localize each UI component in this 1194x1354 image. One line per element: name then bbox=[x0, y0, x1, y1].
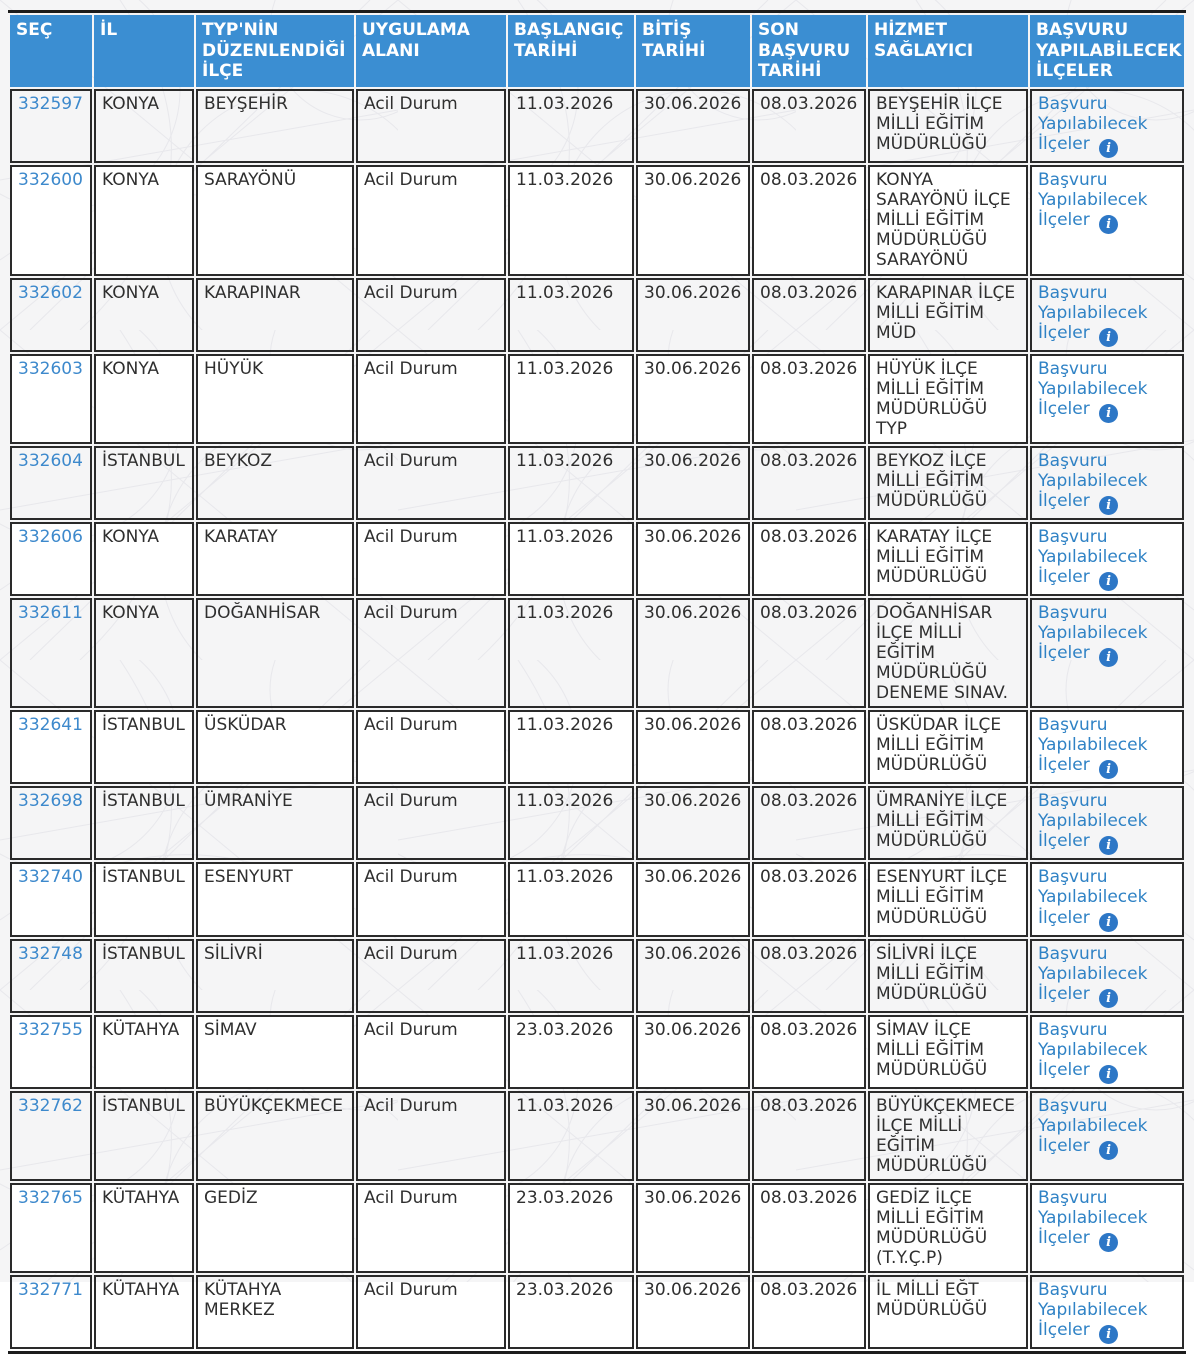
son-basvuru-tarihi-cell: 08.03.2026 bbox=[752, 354, 866, 444]
uygulama-alani-cell: Acil Durum bbox=[356, 710, 506, 784]
son-basvuru-tarihi-cell: 08.03.2026 bbox=[752, 710, 866, 784]
son-basvuru-tarihi-cell: 08.03.2026 bbox=[752, 862, 866, 936]
uygulama-alani-cell: Acil Durum bbox=[356, 786, 506, 860]
basvuru-ilceler-cell bbox=[1030, 522, 1184, 596]
baslangic-tarihi-cell: 11.03.2026 bbox=[508, 939, 634, 1013]
basvuru-ilceler-cell bbox=[1030, 446, 1184, 520]
table-row bbox=[10, 89, 1184, 163]
hizmet-saglayici-cell: KARAPINAR İLÇE MİLLİ EĞİTİM MÜD bbox=[868, 278, 1028, 352]
baslangic-tarihi-cell: 23.03.2026 bbox=[508, 1015, 634, 1089]
son-basvuru-tarihi-cell: 08.03.2026 bbox=[752, 939, 866, 1013]
bitis-tarihi-cell: 30.06.2026 bbox=[636, 1275, 750, 1349]
info-icon: i bbox=[1099, 1065, 1118, 1084]
il-cell: KONYA bbox=[94, 598, 194, 708]
basvuru-ilceler-link-label: Başvuru Yapılabilecek İlçeler bbox=[1038, 526, 1148, 587]
uygulama-alani-cell: Acil Durum bbox=[356, 446, 506, 520]
info-icon: i bbox=[1099, 989, 1118, 1008]
uygulama-alani-cell: Acil Durum bbox=[356, 1091, 506, 1181]
table-row bbox=[10, 446, 1184, 520]
il-cell: KONYA bbox=[94, 354, 194, 444]
sec-link[interactable]: 332604 bbox=[18, 450, 83, 471]
hizmet-saglayici-cell: ÜSKÜDAR İLÇE MİLLİ EĞİTİM MÜDÜRLÜĞÜ bbox=[868, 710, 1028, 784]
col-header-bitis-tarihi: BİTİŞ TARİHİ bbox=[636, 15, 750, 87]
sec-link[interactable]: 332611 bbox=[18, 603, 83, 623]
bitis-tarihi-cell: 30.06.2026 bbox=[636, 278, 750, 352]
sec-cell bbox=[10, 786, 92, 860]
ilce-cell: KÜTAHYA MERKEZ bbox=[196, 1275, 354, 1349]
sec-link[interactable]: 332748 bbox=[18, 943, 83, 964]
uygulama-alani-cell: Acil Durum bbox=[356, 1275, 506, 1349]
son-basvuru-tarihi-cell: 08.03.2026 bbox=[752, 446, 866, 520]
uygulama-alani-cell: Acil Durum bbox=[356, 1015, 506, 1089]
sec-cell bbox=[10, 89, 92, 163]
bitis-tarihi-cell: 30.06.2026 bbox=[636, 862, 750, 936]
ilce-cell: ÜSKÜDAR bbox=[196, 710, 354, 784]
ilce-cell: KARAPINAR bbox=[196, 278, 354, 352]
baslangic-tarihi-cell: 11.03.2026 bbox=[508, 862, 634, 936]
basvuru-ilceler-cell bbox=[1030, 165, 1184, 275]
bitis-tarihi-cell: 30.06.2026 bbox=[636, 522, 750, 596]
il-cell: KÜTAHYA bbox=[94, 1183, 194, 1273]
table-row bbox=[10, 165, 1184, 275]
info-icon: i bbox=[1099, 913, 1118, 932]
basvuru-ilceler-link[interactable] bbox=[1038, 527, 1147, 587]
uygulama-alani-cell: Acil Durum bbox=[356, 278, 506, 352]
basvuru-ilceler-link[interactable] bbox=[1038, 791, 1148, 854]
basvuru-ilceler-link-label: Başvuru Yapılabilecek İlçeler bbox=[1038, 450, 1148, 511]
bitis-tarihi-cell: 30.06.2026 bbox=[636, 598, 750, 708]
sec-cell bbox=[10, 862, 92, 936]
hizmet-saglayici-cell: SİMAV İLÇE MİLLİ EĞİTİM MÜDÜRLÜĞÜ bbox=[868, 1015, 1028, 1089]
sec-cell bbox=[10, 1015, 92, 1089]
info-icon: i bbox=[1099, 496, 1118, 515]
info-icon: i bbox=[1099, 1325, 1118, 1344]
basvuru-ilceler-link[interactable] bbox=[1038, 359, 1147, 419]
ilce-cell: BEYŞEHİR bbox=[196, 89, 354, 163]
uygulama-alani-cell: Acil Durum bbox=[356, 89, 506, 163]
il-cell: İSTANBUL bbox=[94, 862, 194, 936]
il-cell: KONYA bbox=[94, 89, 194, 163]
basvuru-ilceler-link-label: Başvuru Yapılabilecek İlçeler bbox=[1038, 867, 1148, 928]
table-row bbox=[10, 1275, 1184, 1349]
header-row bbox=[10, 15, 1184, 87]
sec-link[interactable]: 332765 bbox=[18, 1187, 83, 1208]
ilce-cell: BÜYÜKÇEKMECE bbox=[196, 1091, 354, 1181]
basvuru-ilceler-cell bbox=[1030, 710, 1184, 784]
uygulama-alani-cell: Acil Durum bbox=[356, 1183, 506, 1273]
sec-cell bbox=[10, 598, 92, 708]
bitis-tarihi-cell: 30.06.2026 bbox=[636, 354, 750, 444]
info-icon: i bbox=[1099, 1233, 1118, 1252]
basvuru-ilceler-link-label: Başvuru Yapılabilecek İlçeler bbox=[1038, 1187, 1148, 1248]
basvuru-ilceler-link[interactable] bbox=[1038, 1280, 1148, 1343]
hizmet-saglayici-cell: HÜYÜK İLÇE MİLLİ EĞİTİM MÜDÜRLÜĞÜ TYP bbox=[868, 354, 1028, 444]
table-row bbox=[10, 710, 1184, 784]
basvuru-ilceler-link-label: Başvuru Yapılabilecek İlçeler bbox=[1038, 1019, 1148, 1080]
basvuru-ilceler-link[interactable] bbox=[1038, 170, 1148, 233]
bitis-tarihi-cell: 30.06.2026 bbox=[636, 1091, 750, 1181]
sec-link[interactable]: 332597 bbox=[18, 94, 83, 115]
son-basvuru-tarihi-cell: 08.03.2026 bbox=[752, 1091, 866, 1181]
sec-link[interactable]: 332755 bbox=[18, 1019, 83, 1040]
uygulama-alani-cell: Acil Durum bbox=[356, 862, 506, 936]
col-header-uygulama-alani: UYGULAMA ALANI bbox=[356, 15, 506, 87]
sec-cell bbox=[10, 710, 92, 784]
son-basvuru-tarihi-cell: 08.03.2026 bbox=[752, 786, 866, 860]
basvuru-ilceler-link-label: Başvuru Yapılabilecek İlçeler bbox=[1038, 94, 1148, 155]
baslangic-tarihi-cell: 11.03.2026 bbox=[508, 1091, 634, 1181]
sec-link[interactable]: 332606 bbox=[18, 526, 83, 547]
uygulama-alani-cell: Acil Durum bbox=[356, 522, 506, 596]
son-basvuru-tarihi-cell: 08.03.2026 bbox=[752, 522, 866, 596]
baslangic-tarihi-cell: 11.03.2026 bbox=[508, 446, 634, 520]
table-row bbox=[10, 1091, 1184, 1181]
table-row bbox=[10, 354, 1184, 444]
table-row bbox=[10, 786, 1184, 860]
basvuru-ilceler-cell bbox=[1030, 354, 1184, 444]
basvuru-ilceler-link-label: Başvuru Yapılabilecek İlçeler bbox=[1038, 603, 1148, 664]
sec-cell bbox=[10, 354, 92, 444]
sec-cell bbox=[10, 1091, 92, 1181]
col-header-baslangic-tarihi: BAŞLANGIÇ TARİHİ bbox=[508, 15, 634, 87]
basvuru-ilceler-cell bbox=[1030, 598, 1184, 708]
basvuru-ilceler-link-label: Başvuru Yapılabilecek İlçeler bbox=[1038, 170, 1148, 231]
hizmet-saglayici-cell: GEDİZ İLÇE MİLLİ EĞİTİM MÜDÜRLÜĞÜ (T.Y.Ç.P) bbox=[868, 1183, 1028, 1273]
il-cell: KÜTAHYA bbox=[94, 1015, 194, 1089]
basvuru-ilceler-link-label: Başvuru Yapılabilecek İlçeler bbox=[1038, 1095, 1148, 1156]
info-icon: i bbox=[1099, 139, 1118, 158]
ilce-cell: DOĞANHİSAR bbox=[196, 598, 354, 708]
table-row bbox=[10, 522, 1184, 596]
table-row bbox=[10, 1015, 1184, 1089]
basvuru-ilceler-cell bbox=[1030, 1091, 1184, 1181]
hizmet-saglayici-cell: KONYA SARAYÖNÜ İLÇE MİLLİ EĞİTİM MÜDÜRLÜĞÜ SARAYÖNÜ bbox=[868, 165, 1028, 275]
info-icon: i bbox=[1099, 572, 1118, 591]
basvuru-ilceler-cell bbox=[1030, 1015, 1184, 1089]
baslangic-tarihi-cell: 11.03.2026 bbox=[508, 354, 634, 444]
sec-link[interactable]: 332603 bbox=[18, 358, 83, 379]
basvuru-ilceler-link-label: Başvuru Yapılabilecek İlçeler bbox=[1038, 943, 1148, 1004]
basvuru-ilceler-link[interactable] bbox=[1038, 1096, 1147, 1156]
bitis-tarihi-cell: 30.06.2026 bbox=[636, 786, 750, 860]
hizmet-saglayici-cell: ESENYURT İLÇE MİLLİ EĞİTİM MÜDÜRLÜĞÜ bbox=[868, 862, 1028, 936]
il-cell: İSTANBUL bbox=[94, 710, 194, 784]
ilce-cell: SARAYÖNÜ bbox=[196, 165, 354, 275]
hizmet-saglayici-cell: İL MİLLİ EĞT MÜDÜRLÜĞÜ bbox=[868, 1275, 1028, 1349]
sec-link[interactable]: 332698 bbox=[18, 791, 83, 812]
info-icon: i bbox=[1099, 404, 1118, 423]
sec-cell bbox=[10, 1275, 92, 1349]
col-header-ilce: TYP'NİN DÜZENLENDİĞİ İLÇE bbox=[196, 15, 354, 87]
bitis-tarihi-cell: 30.06.2026 bbox=[636, 1183, 750, 1273]
ilce-cell: SİLİVRİ bbox=[196, 939, 354, 1013]
basvuru-ilceler-cell bbox=[1030, 89, 1184, 163]
il-cell: KONYA bbox=[94, 278, 194, 352]
hizmet-saglayici-cell: ÜMRANİYE İLÇE MİLLİ EĞİTİM MÜDÜRLÜĞÜ bbox=[868, 786, 1028, 860]
son-basvuru-tarihi-cell: 08.03.2026 bbox=[752, 1015, 866, 1089]
info-icon: i bbox=[1099, 760, 1118, 779]
baslangic-tarihi-cell: 11.03.2026 bbox=[508, 522, 634, 596]
il-cell: İSTANBUL bbox=[94, 786, 194, 860]
col-header-sec: SEÇ bbox=[10, 15, 92, 87]
bitis-tarihi-cell: 30.06.2026 bbox=[636, 1015, 750, 1089]
col-header-son-basvuru-tarihi: SON BAŞVURU TARİHİ bbox=[752, 15, 866, 87]
info-icon: i bbox=[1099, 648, 1118, 667]
bitis-tarihi-cell: 30.06.2026 bbox=[636, 446, 750, 520]
sec-link[interactable]: 332740 bbox=[18, 867, 83, 888]
basvuru-ilceler-link-label: Başvuru Yapılabilecek İlçeler bbox=[1038, 1280, 1148, 1341]
basvuru-ilceler-cell bbox=[1030, 1183, 1184, 1273]
son-basvuru-tarihi-cell: 08.03.2026 bbox=[752, 1275, 866, 1349]
il-cell: İSTANBUL bbox=[94, 1091, 194, 1181]
basvuru-ilceler-cell bbox=[1030, 278, 1184, 352]
uygulama-alani-cell: Acil Durum bbox=[356, 165, 506, 275]
il-cell: İSTANBUL bbox=[94, 939, 194, 1013]
table-row bbox=[10, 598, 1184, 708]
baslangic-tarihi-cell: 11.03.2026 bbox=[508, 165, 634, 275]
sec-cell bbox=[10, 1183, 92, 1273]
basvuru-ilceler-cell bbox=[1030, 862, 1184, 936]
baslangic-tarihi-cell: 11.03.2026 bbox=[508, 786, 634, 860]
basvuru-ilceler-link[interactable] bbox=[1038, 451, 1147, 511]
bitis-tarihi-cell: 30.06.2026 bbox=[636, 939, 750, 1013]
info-icon: i bbox=[1099, 328, 1118, 347]
il-cell: KÜTAHYA bbox=[94, 1275, 194, 1349]
sec-cell bbox=[10, 165, 92, 275]
son-basvuru-tarihi-cell: 08.03.2026 bbox=[752, 165, 866, 275]
info-icon: i bbox=[1099, 1141, 1118, 1160]
basvuru-ilceler-link[interactable] bbox=[1038, 283, 1147, 343]
table-row bbox=[10, 939, 1184, 1013]
basvuru-ilceler-link-label: Başvuru Yapılabilecek İlçeler bbox=[1038, 282, 1148, 343]
table-row bbox=[10, 1183, 1184, 1273]
baslangic-tarihi-cell: 23.03.2026 bbox=[508, 1183, 634, 1273]
table-row bbox=[10, 278, 1184, 352]
basvuru-ilceler-cell bbox=[1030, 786, 1184, 860]
sec-link[interactable]: 332771 bbox=[18, 1280, 83, 1301]
il-cell: İSTANBUL bbox=[94, 446, 194, 520]
sec-cell bbox=[10, 522, 92, 596]
son-basvuru-tarihi-cell: 08.03.2026 bbox=[752, 598, 866, 708]
ilce-cell: KARATAY bbox=[196, 522, 354, 596]
bitis-tarihi-cell: 30.06.2026 bbox=[636, 710, 750, 784]
baslangic-tarihi-cell: 11.03.2026 bbox=[508, 598, 634, 708]
bitis-tarihi-cell: 30.06.2026 bbox=[636, 89, 750, 163]
col-header-il: İL bbox=[94, 15, 194, 87]
ilce-cell: ESENYURT bbox=[196, 862, 354, 936]
uygulama-alani-cell: Acil Durum bbox=[356, 939, 506, 1013]
basvuru-ilceler-cell bbox=[1030, 1275, 1184, 1349]
table-row bbox=[10, 862, 1184, 936]
info-icon: i bbox=[1099, 215, 1118, 234]
sec-cell bbox=[10, 278, 92, 352]
basvuru-ilceler-link[interactable] bbox=[1038, 944, 1147, 1004]
hizmet-saglayici-cell: KARATAY İLÇE MİLLİ EĞİTİM MÜDÜRLÜĞÜ bbox=[868, 522, 1028, 596]
baslangic-tarihi-cell: 11.03.2026 bbox=[508, 278, 634, 352]
il-cell: KONYA bbox=[94, 165, 194, 275]
sec-link[interactable]: 332762 bbox=[18, 1095, 83, 1116]
hizmet-saglayici-cell: SİLİVRİ İLÇE MİLLİ EĞİTİM MÜDÜRLÜĞÜ bbox=[868, 939, 1028, 1013]
sec-cell bbox=[10, 446, 92, 520]
son-basvuru-tarihi-cell: 08.03.2026 bbox=[752, 278, 866, 352]
sec-link[interactable]: 332600 bbox=[18, 170, 83, 191]
basvuru-ilceler-link[interactable] bbox=[1038, 1020, 1147, 1080]
baslangic-tarihi-cell: 11.03.2026 bbox=[508, 710, 634, 784]
basvuru-ilceler-link[interactable] bbox=[1038, 867, 1148, 930]
typ-listings-table bbox=[8, 10, 1186, 1354]
basvuru-ilceler-link-label: Başvuru Yapılabilecek İlçeler bbox=[1038, 791, 1148, 852]
col-header-hizmet-saglayici: HİZMET SAĞLAYICI bbox=[868, 15, 1028, 87]
ilce-cell: GEDİZ bbox=[196, 1183, 354, 1273]
col-header-basvuru-ilceler: BAŞVURU YAPILABİLECEK İLÇELER bbox=[1030, 15, 1184, 87]
basvuru-ilceler-link[interactable] bbox=[1038, 94, 1148, 157]
basvuru-ilceler-link[interactable] bbox=[1038, 603, 1148, 666]
ilce-cell: ÜMRANİYE bbox=[196, 786, 354, 860]
basvuru-ilceler-link-label: Başvuru Yapılabilecek İlçeler bbox=[1038, 358, 1148, 419]
sec-cell bbox=[10, 939, 92, 1013]
uygulama-alani-cell: Acil Durum bbox=[356, 598, 506, 708]
basvuru-ilceler-link-label: Başvuru Yapılabilecek İlçeler bbox=[1038, 715, 1148, 776]
ilce-cell: BEYKOZ bbox=[196, 446, 354, 520]
hizmet-saglayici-cell: BEYŞEHİR İLÇE MİLLİ EĞİTİM MÜDÜRLÜĞÜ bbox=[868, 89, 1028, 163]
hizmet-saglayici-cell: BÜYÜKÇEKMECE İLÇE MİLLİ EĞİTİM MÜDÜRLÜĞÜ bbox=[868, 1091, 1028, 1181]
hizmet-saglayici-cell: BEYKOZ İLÇE MİLLİ EĞİTİM MÜDÜRLÜĞÜ bbox=[868, 446, 1028, 520]
uygulama-alani-cell: Acil Durum bbox=[356, 354, 506, 444]
baslangic-tarihi-cell: 11.03.2026 bbox=[508, 89, 634, 163]
ilce-cell: HÜYÜK bbox=[196, 354, 354, 444]
sec-link[interactable]: 332641 bbox=[18, 715, 83, 736]
ilce-cell: SİMAV bbox=[196, 1015, 354, 1089]
sec-link[interactable]: 332602 bbox=[18, 282, 83, 303]
son-basvuru-tarihi-cell: 08.03.2026 bbox=[752, 1183, 866, 1273]
baslangic-tarihi-cell: 23.03.2026 bbox=[508, 1275, 634, 1349]
basvuru-ilceler-cell bbox=[1030, 939, 1184, 1013]
il-cell: KONYA bbox=[94, 522, 194, 596]
hizmet-saglayici-cell: DOĞANHİSAR İLÇE MİLLİ EĞİTİM MÜDÜRLÜĞÜ DENEME SINAV. bbox=[868, 598, 1028, 708]
bitis-tarihi-cell: 30.06.2026 bbox=[636, 165, 750, 275]
basvuru-ilceler-link[interactable] bbox=[1038, 715, 1148, 778]
basvuru-ilceler-link[interactable] bbox=[1038, 1188, 1147, 1248]
info-icon: i bbox=[1099, 836, 1118, 855]
son-basvuru-tarihi-cell: 08.03.2026 bbox=[752, 89, 866, 163]
